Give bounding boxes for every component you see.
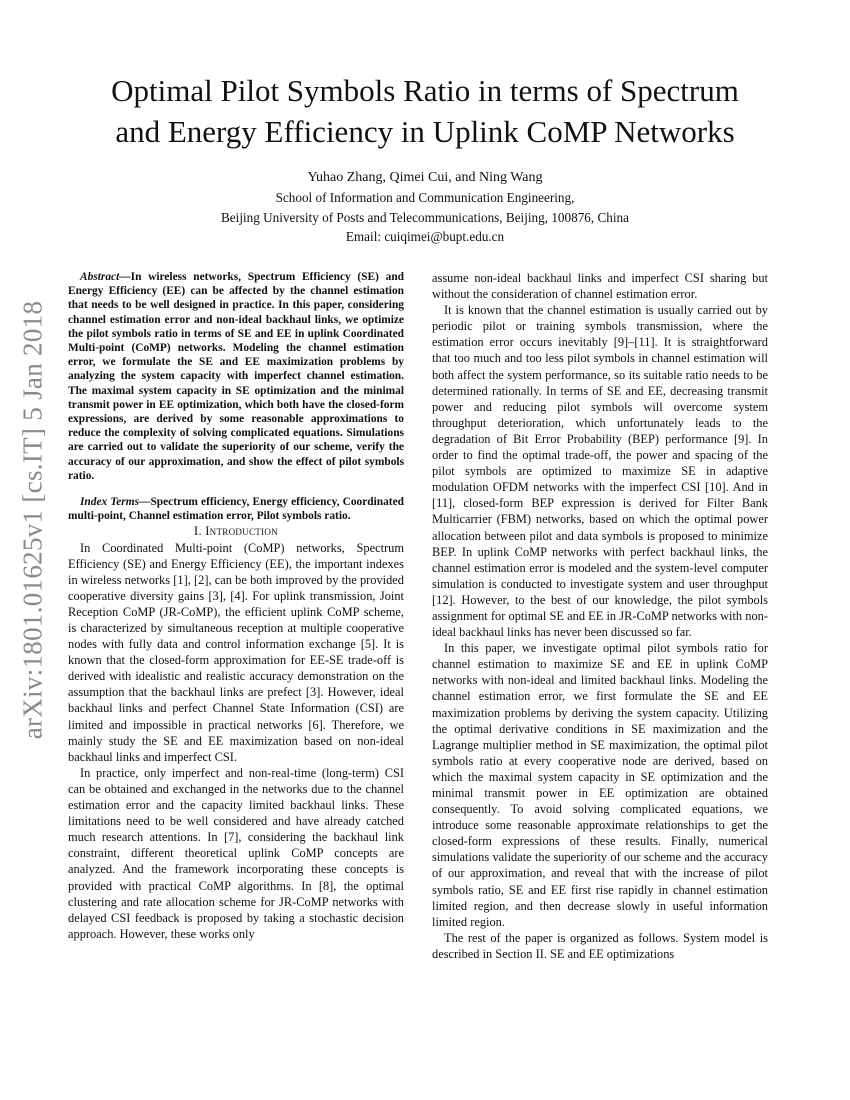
abstract-lead: Abstract — [80, 271, 120, 283]
section-number: I. — [194, 524, 206, 539]
paragraph: The rest of the paper is organized as follows. System model is described in Section II. SE and EE optimizations — [432, 930, 768, 961]
paragraph: assume non-ideal backhaul links and imperfect CSI sharing but without the consideration of channel estimation error. — [432, 271, 768, 302]
section-title: Introduction — [205, 524, 278, 539]
paragraph: In Coordinated Multi-point (CoMP) networks, Spectrum Efficiency (SE) and Energy Efficiency (EE), the important indexes in wireless networks [1], [2], can be both improved by the provided cooperative diversity gains [3], [4]. For uplink transmission, Joint Reception CoMP (JR-CoMP), the efficient uplink CoMP scheme, is characterized by simultaneous reception at multiple cooperative nodes with fully data and control information exchange [5]. It is known that the closed-form approximation for EE-SE trade-off is derived with idealistic and realistic accuracy demonstration on the assumption that the backhaul links are prefect [3]. However, ideal backhaul links and perfect Channel State Information (CSI) are limited and impossible in practical networks [6]. Therefore, we mainly study the SE and EE maximization based on non-ideal backhaul links and imperfect CSI. — [68, 540, 404, 764]
title-line-2: and Energy Efficiency in Uplink CoMP Networks — [115, 114, 735, 149]
paragraph: In this paper, we investigate optimal pilot symbols ratio for channel estimation to maximize SE and EE in uplink CoMP networks with non-ideal and limited backhaul links. Modeling the channel estimation error, we first formulate the SE and EE maximization problems by deriving the system capacity. Utilizing the optimal derivative conditions in SE maximization and the Lagrange multiplier method in SE maximization, the optimal pilot symbols ratio at every cooperative node are derived, based on which the maximal system capacity in SE optimization and the minimal transmit power in EE optimization are obtained consequently. To avoid solving complicated equations, we introduce some reasonable approximate relationships to get the closed-form expressions of these results. Finally, numerical simulations validate the superiority of our scheme and the accuracy of our approximation, and reveal that with the increase of pilot symbols ratio, SE and EE first rise rapidly in channel estimation limited region, and then decrease slowly in useful information limited region. — [432, 641, 768, 929]
index-terms-lead: Index Terms — [80, 496, 140, 509]
arxiv-identifier: arXiv:1801.01625v1 [cs.IT] 5 Jan 2018 — [17, 300, 48, 740]
affiliation-university: Beijing University of Posts and Telecommunications, Beijing, 100876, China — [221, 209, 629, 225]
abstract-text: —In wireless networks, Spectrum Efficiency (SE) and Energy Efficiency (EE) can be affected by the channel estimation that needs to be well designed in practice. In this paper, considering channel estimation error and non-ideal backhaul links, we optimize the pilot symbols ratio in terms of SE and EE in uplink Coordinated Multi-point (CoMP) networks. Modeling the channel estimation error, we formulate the SE and EE maximization problems by analyzing the system capacity with imperfect channel estimation. The maximal system capacity in SE optimization and the minimal transmit power in EE optimization, which both have the closed-form expressions, are derived by some reasonable approximations to reduce the complexity of solving complicated equations. Simulations are carried out to validate the superiority of our scheme, verify the accuracy of our approximation, and show the effect of pilot symbols ratio. — [68, 271, 404, 482]
paper-title — [60, 70, 790, 152]
paragraph: In practice, only imperfect and non-real-time (long-term) CSI can be obtained and exchanged in the networks due to the channel estimation error and the capacity limited backhaul links. These limitations need to be well considered and have already catched much research attentions. In [7], considering the backhaul link constraint, different theoretical uplink CoMP concepts are analyzed. And the framework incorporating these concepts is provided with practical CoMP algorithms. In [8], the optimal clustering and rate allocation scheme for JR-CoMP networks with delayed CSI feedback is proposed by taking a stochastic decision approach. However, these works only — [68, 765, 404, 941]
arxiv-sidebar — [13, 290, 53, 750]
index-terms-text: —Spectrum efficiency, Energy efficiency, Coordinated multi-point, Channel estimation error, Pilot symbols ratio. — [68, 496, 404, 523]
author-block — [60, 168, 790, 247]
affiliation-school: School of Information and Communication Engineering, — [275, 190, 575, 205]
author-names: Yuhao Zhang, Qimei Cui, and Ning Wang — [307, 170, 543, 185]
left-column — [68, 270, 404, 942]
index-terms — [68, 495, 404, 523]
abstract — [68, 270, 404, 483]
right-column — [432, 270, 768, 962]
section-heading-introduction — [68, 523, 404, 539]
author-email: Email: cuiqimei@bupt.edu.cn — [345, 229, 505, 244]
title-line-1: Optimal Pilot Symbols Ratio in terms of Spectrum — [111, 73, 739, 108]
paragraph: It is known that the channel estimation is usually carried out by periodic pilot or training symbols transmission, where the estimation error occurs inevitably [9]–[11]. It is straightforward that too much and too less pilot symbols in channel estimation will both affect the system performance, so its suitable ratio needs to be determined rationally. In terms of SE and EE, decreasing transmit power and reducing pilot symbols will overcome system throughput deterioration, which unfortunately leads to the degradation of Bit Error Probability (BEP) performance [9]. In order to find the optimal trade-off, the power and spacing of the pilot symbols are optimized to maximize SE in adaptive modulation OFDM networks with the imperfect CSI [10]. And in [11], closed-form BEP expression is derived for Filter Bank Multicarrier (FBM) networks, based on which the optimal power allocation between pilot and data symbols is proposed to minimize BEP. In uplink CoMP networks with perfect backhaul links, the channel estimation error is modeled and the system-level computer simulation is conducted to investigate system and user throughput [12]. However, to the best of our knowledge, the pilot symbols assignment for optimal SE and EE in JR-CoMP networks with non-ideal backhaul links has never been discussed so far. — [432, 303, 768, 640]
